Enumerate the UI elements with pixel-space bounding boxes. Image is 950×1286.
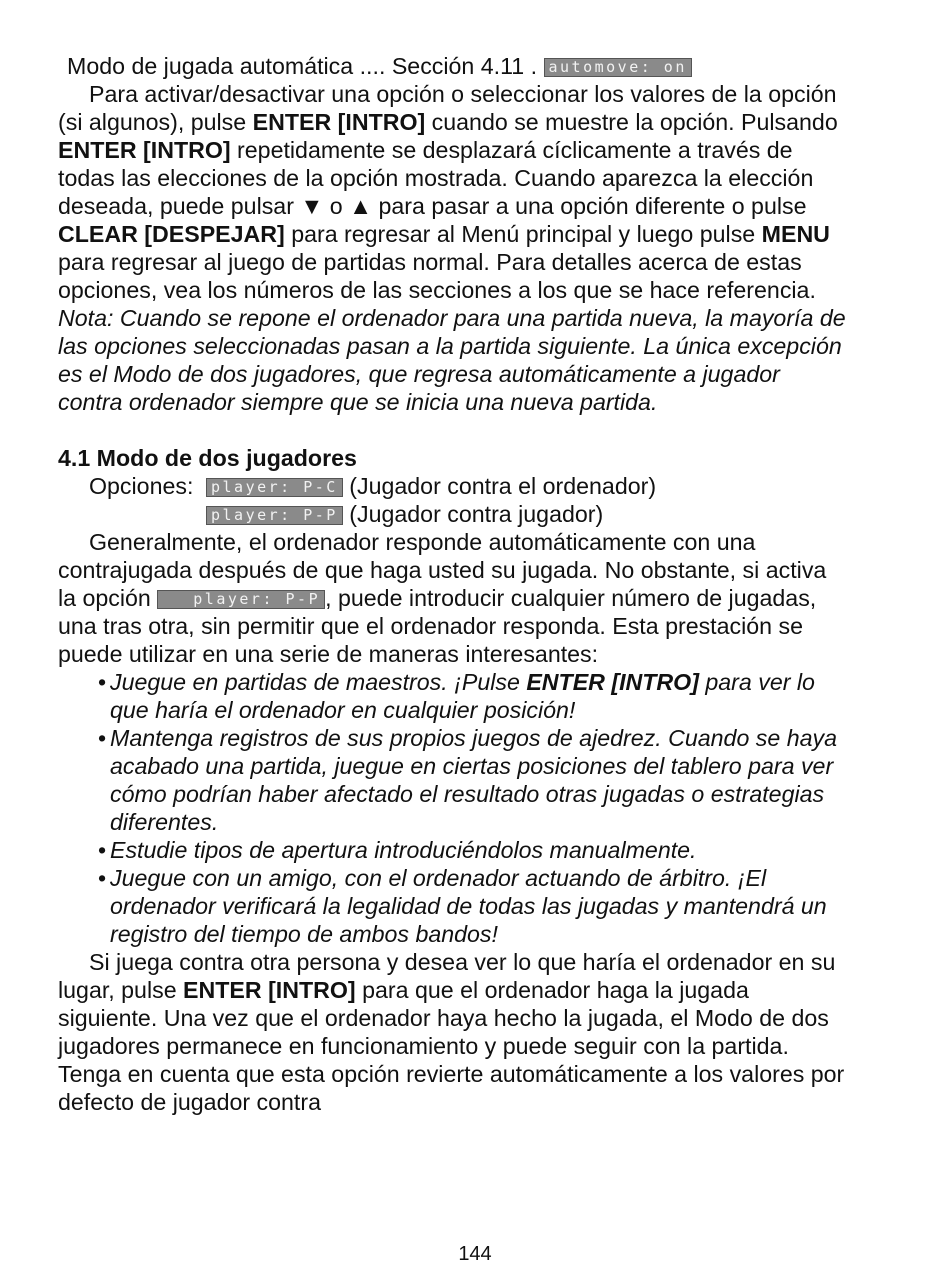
- para3-text-1: Si juega contra otra persona y desea ver lo que haría el ordenador en su lugar, pulse: [58, 949, 836, 1003]
- page-number: 144: [458, 1243, 492, 1265]
- list-item: • Juegue con un amigo, con el ordenador actuando de árbitro. ¡El ordenador verificará la legalidad de todas las jugadas y mantendrá un registro del tiempo de ambos bandos!: [98, 864, 848, 948]
- player-pp-lcd-display: player: P-P: [206, 506, 343, 525]
- automove-lcd-display: automove: on: [544, 58, 692, 77]
- enter-key-label: ENTER [INTRO]: [252, 109, 426, 135]
- enter-key-label: ENTER [INTRO]: [526, 669, 699, 695]
- body-paragraph-2: [58, 528, 848, 668]
- list-item: [98, 668, 848, 724]
- option-row-pp: [58, 500, 848, 528]
- intro-text-4: para regresar al Menú principal y luego pulse: [284, 221, 762, 247]
- bullet-1-text-a: Juegue en partidas de maestros. ¡Pulse: [110, 669, 527, 695]
- uses-list: [58, 668, 848, 948]
- document-page: [58, 52, 848, 1116]
- player-pc-lcd-display: player: P-C: [206, 478, 343, 497]
- bullet-1-text-c: para ver lo que haría el ordenador en cualquier posición!: [110, 669, 815, 723]
- body-paragraph-3: [58, 948, 848, 1116]
- intro-text-1: Para activar/desactivar una opción o seleccionar los valores de la opción (si algunos), pulse: [58, 81, 837, 135]
- enter-key-label: ENTER [INTRO]: [183, 977, 356, 1003]
- list-item: • Estudie tipos de apertura introduciéndolos manualmente.: [98, 836, 848, 864]
- enter-key-label: ENTER [INTRO]: [58, 137, 231, 163]
- clear-key-label: CLEAR [DESPEJAR]: [58, 221, 285, 247]
- player-pp-desc: (Jugador contra jugador): [342, 501, 604, 527]
- list-item: • Mantenga registros de sus propios juegos de ajedrez. Cuando se haya acabado una partida, juegue en ciertas posiciones del tablero para ver cómo podrían haber afectado el resultado otras jugadas o estrategias diferentes.: [98, 724, 848, 836]
- intro-text-2: cuando se muestre la opción. Pulsando: [425, 109, 838, 135]
- intro-text-5: para regresar al juego de partidas normal. Para detalles acerca de estas opciones, vea los números de las secciones a los que se hace referencia.: [58, 249, 816, 303]
- automove-text: Modo de jugada automática .... Sección 4.11 .: [67, 53, 544, 79]
- para2-text-2: , puede introducir cualquier número de jugadas, una tras otra, sin permitir que el ordenador responda. Esta prestación se puede utilizar en una serie de maneras interesantes:: [58, 585, 817, 667]
- para3-text-2: para que el ordenador haga la jugada siguiente. Una vez que el ordenador haya hecho la jugada, el Modo de dos jugadores permanece en funcionamiento y puede seguir con la partida. Tenga en cuenta que esta opción revierte automáticamente a los valores por defecto de jugador contra: [58, 977, 845, 1115]
- automove-line: [58, 52, 848, 80]
- intro-paragraph: [58, 80, 848, 416]
- player-pp-inline-lcd: player: P-P: [157, 590, 325, 609]
- section-heading: 4.1 Modo de dos jugadores: [58, 445, 357, 471]
- player-pc-desc: (Jugador contra el ordenador): [342, 473, 657, 499]
- para2-text-1: Generalmente, el ordenador responde automáticamente con una contrajugada después de que haga usted su jugada. No obstante, si activa la opción: [58, 529, 827, 611]
- options-label: Opciones:: [89, 473, 194, 499]
- menu-key-label: MENU: [761, 221, 830, 247]
- option-row-pc: [58, 472, 848, 500]
- intro-note: Nota: Cuando se repone el ordenador para una partida nueva, la mayoría de las opciones seleccionadas pasan a la partida siguiente. La única excepción es el Modo de dos jugadores, que regresa automáticamente a jugador contra ordenador siempre que se inicia una nueva partida.: [58, 305, 846, 415]
- intro-text-3: repetidamente se desplazará cíclicamente a través de todas las elecciones de la opción mostrada. Cuando aparezca la elección deseada, puede pulsar ▼ o ▲ para pasar a una opción diferente o pulse: [58, 137, 814, 219]
